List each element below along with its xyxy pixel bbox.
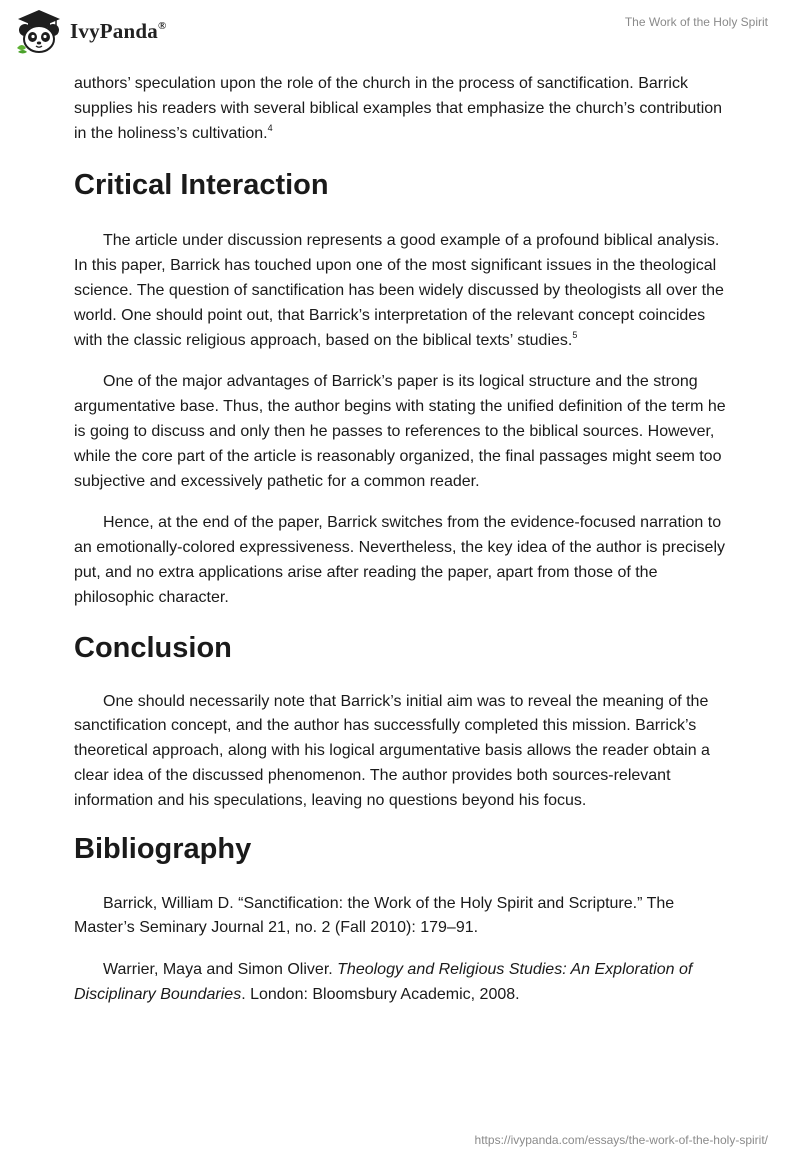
brand-name: IvyPanda® bbox=[70, 18, 167, 43]
paragraph-conclusion: One should necessarily note that Barrick’s initial aim was to reveal the meaning of the sanctification concept, and the author has successfully completed this mission. Barrick’s theoretical approach, along with his logical argumentative basis allows the reader obtain a clear idea of the discussed phenomenon. The author provides both sources-relevant information and his speculations, leaving no questions beyond his focus. bbox=[74, 692, 710, 809]
book-title: Theology and Religious Studies: An Exploration of Disciplinary Boundaries bbox=[74, 961, 693, 1003]
panda-graduate-icon bbox=[14, 8, 64, 54]
paragraph-intro: authors’ speculation upon the role of the church in the process of sanctification. Barrick supplies his readers with several biblical examples that emphasize the church’s contribution in the holiness’s cultivation.$^4$ bbox=[74, 75, 723, 142]
footnote-4[interactable]: 4 bbox=[267, 122, 273, 133]
heading-critical-interaction: Critical Interaction bbox=[74, 169, 329, 202]
paragraph-critical-1: The article under discussion represents a good example of a profound biblical analysis. In this paper, Barrick has touched upon one of the most significant issues in the theological science. The question of sanctification has been widely discussed by theologists all over the world. One should point out, that Barrick’s interpretation of the relevant concept coincides with the classic religious approach, based on the biblical texts’ studies.$^5$ bbox=[74, 232, 724, 349]
paragraph-critical-2: One of the major advantages of Barrick’s paper is its logical structure and the strong argumentative base. Thus, the author begins with stating the unified definition of the term he is going to discuss and only then he passes to references to the biblical sources. However, while the core part of the article is reasonably organized, the final passages might seem too subjective and excessively pathetic for a common reader. bbox=[74, 373, 726, 490]
heading-bibliography: Bibliography bbox=[74, 832, 252, 865]
footnote-5[interactable]: 5 bbox=[572, 329, 578, 340]
heading-conclusion: Conclusion bbox=[74, 631, 232, 664]
bibliography-entry-warrier: Warrier, Maya and Simon Oliver. Theology and Religious Studies: An Exploration of Disciplinary Boundaries. London: Bloomsbury Academic, 2008. bbox=[74, 961, 693, 1003]
page-header bbox=[0, 0, 800, 72]
paragraph-critical-3: Hence, at the end of the paper, Barrick switches from the evidence-focused narration to an emotionally-colored expressiveness. Nevertheless, the key idea of the author is precisely put, and no extra applications arise after reading the paper, apart from those of the philosophic character. bbox=[74, 514, 725, 606]
bibliography-entry-barrick: Barrick, William D. “Sanctification: the Work of the Holy Spirit and Scripture.” The Master’s Seminary Journal 21, no. 2 (Fall 2010): 179–91. bbox=[74, 894, 675, 937]
source-url[interactable]: https://ivypanda.com/essays/the-work-of-the-holy-spirit/ bbox=[474, 1133, 768, 1147]
essay-content bbox=[74, 72, 728, 1025]
ivypanda-logo[interactable] bbox=[14, 8, 166, 54]
running-title: The Work of the Holy Spirit bbox=[624, 15, 768, 29]
